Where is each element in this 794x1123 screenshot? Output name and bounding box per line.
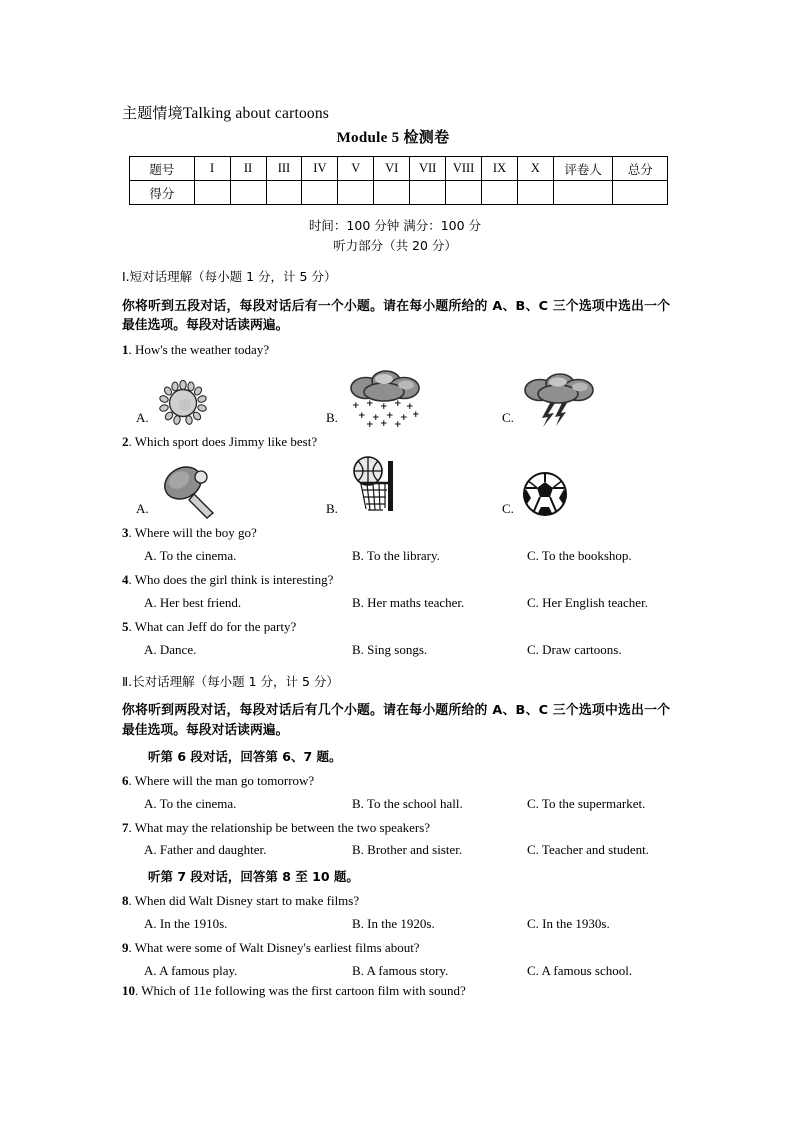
question-8-text: . When did Walt Disney start to make films?: [128, 893, 360, 908]
section-1-heading: Ⅰ.短对话理解（每小题 1 分，计 5 分）: [122, 269, 337, 285]
option-letter: C.: [502, 501, 514, 517]
section-2-heading: Ⅱ.长对话理解（每小题 1 分，计 5 分）: [122, 673, 339, 689]
score-cell-2[interactable]: [230, 181, 266, 205]
question-1-option-b[interactable]: [326, 366, 502, 428]
question-4-stem: [122, 571, 670, 590]
score-cell-3[interactable]: [266, 181, 302, 205]
question-1-number: 1: [122, 341, 129, 357]
table-row: [130, 181, 668, 205]
page-title: [122, 104, 670, 123]
basketball-hoop-icon: [344, 455, 408, 519]
svg-text:+: +: [371, 412, 380, 423]
svg-text:+: +: [411, 409, 420, 420]
option-letter: A.: [136, 409, 149, 425]
svg-text:+: +: [393, 419, 402, 428]
section-2-direction-1: 听第 6 段对话，回答第 6、7 题。: [148, 749, 342, 765]
question-10-text: . Which of 11e following was the first cartoon film with sound?: [135, 983, 466, 999]
page-subtitle-cn: 检测卷: [403, 128, 450, 147]
question-6-text: . Where will the man go tomorrow?: [128, 772, 315, 788]
score-cell-10[interactable]: [517, 181, 553, 205]
col-header-marker: 评卷人: [553, 157, 613, 181]
question-7-option-c[interactable]: C. Teacher and student.: [527, 842, 649, 858]
question-7-option-b[interactable]: B. Brother and sister.: [352, 842, 463, 858]
col-header-7: VII: [410, 157, 446, 181]
option-letter: C.: [502, 409, 514, 425]
question-10-stem: [122, 982, 670, 1001]
question-2-text: . Which sport does Jimmy like best?: [128, 433, 318, 449]
question-9-number: 9: [122, 939, 129, 955]
question-3-text: . Where will the boy go?: [128, 525, 257, 541]
score-cell-marker[interactable]: [553, 181, 613, 205]
question-9-stem: [122, 939, 670, 958]
question-9-option-b[interactable]: B. A famous story.: [352, 962, 449, 978]
section-2-prompt: 你将听到两段对话，每段对话后有几个小题。请在每小题所给的 A、B、C 三个选项中选出一个最佳选项。每段对话读两遍。: [122, 703, 670, 738]
question-1-stem: [122, 341, 670, 360]
svg-text:+: +: [385, 410, 394, 421]
question-3-options: [122, 547, 670, 566]
question-5-options: [122, 641, 670, 660]
section-1-prompt: 你将听到五段对话，每段对话后有一个小题。请在每小题所给的 A、B、C 三个选项中选出一个最佳选项。每段对话读两遍。: [122, 298, 670, 334]
question-7-stem: [122, 819, 670, 838]
question-8-options: [122, 915, 670, 934]
score-cell-1[interactable]: [194, 181, 230, 205]
question-5-text: . What can Jeff do for the party?: [128, 618, 297, 634]
question-7-option-a[interactable]: A. Father and daughter.: [144, 842, 267, 858]
col-header-3: III: [266, 157, 302, 181]
page-subtitle: [122, 126, 664, 147]
question-4-number: 4: [122, 572, 129, 588]
page-title-cn: 主题情境: [122, 104, 183, 122]
col-header-5: V: [338, 157, 374, 181]
col-header-total: 总分: [613, 157, 668, 181]
score-cell-6[interactable]: [374, 181, 410, 205]
soccer-ball-icon: [520, 469, 570, 519]
question-2-stem: [122, 433, 670, 452]
question-8-option-c[interactable]: C. In the 1930s.: [527, 915, 610, 931]
table-row: [130, 157, 668, 181]
col-header-1: I: [194, 157, 230, 181]
score-cell-9[interactable]: [482, 181, 518, 205]
question-5-stem: [122, 618, 670, 637]
question-6-option-a[interactable]: A. To the cinema.: [144, 795, 237, 811]
score-table: [129, 156, 668, 205]
snow-cloud-icon: [344, 366, 426, 428]
question-8-stem: [122, 892, 670, 911]
score-cell-5[interactable]: [338, 181, 374, 205]
svg-text:+: +: [393, 398, 402, 409]
svg-text:+: +: [379, 418, 388, 428]
question-8-option-a[interactable]: A. In the 1910s.: [144, 915, 228, 931]
question-4-option-c[interactable]: C. Her English teacher.: [527, 594, 648, 610]
question-5-option-a[interactable]: A. Dance.: [144, 641, 197, 657]
question-2-options: [122, 453, 670, 519]
question-9-option-c[interactable]: C. A famous school.: [527, 962, 633, 978]
question-9-text: . What were some of Walt Disney's earliest films about?: [128, 939, 420, 955]
question-8-option-b[interactable]: B. In the 1920s.: [352, 915, 435, 931]
question-6-options: [122, 795, 670, 814]
question-2-option-a[interactable]: [122, 463, 326, 519]
question-2-option-c[interactable]: [502, 469, 662, 519]
score-cell-total[interactable]: [613, 181, 668, 205]
exam-meta: [122, 216, 668, 255]
svg-text:+: +: [357, 410, 366, 421]
question-1-text: . How's the weather today?: [128, 341, 270, 357]
svg-text:+: +: [399, 412, 408, 423]
sun-icon: [155, 378, 211, 428]
time-and-score-line: 时间：100 分钟 满分：100 分: [308, 218, 482, 234]
col-header-4: IV: [302, 157, 338, 181]
question-7-options: [122, 841, 670, 860]
page-subtitle-en: Module 5: [336, 130, 400, 147]
question-6-number: 6: [122, 772, 129, 788]
listening-part-title: 听力部分（共 20 分）: [333, 237, 457, 253]
question-1-option-a[interactable]: [122, 378, 326, 428]
row-header-question-number: 题号: [130, 157, 195, 181]
row-header-score: 得分: [130, 181, 195, 205]
col-header-2: II: [230, 157, 266, 181]
section-2-direction-2: 听第 7 段对话，回答第 8 至 10 题。: [148, 869, 359, 885]
col-header-10: X: [517, 157, 553, 181]
question-10-number: 10: [122, 983, 135, 999]
question-2-number: 2: [122, 433, 129, 449]
question-4-option-a[interactable]: A. Her best friend.: [144, 594, 242, 610]
question-3-number: 3: [122, 525, 129, 541]
score-cell-4[interactable]: [302, 181, 338, 205]
question-3-stem: [122, 524, 670, 543]
question-3-option-b[interactable]: B. To the library.: [352, 548, 440, 564]
col-header-8: VIII: [446, 157, 482, 181]
question-4-option-b[interactable]: B. Her maths teacher.: [352, 594, 465, 610]
question-9-option-a[interactable]: A. A famous play.: [144, 962, 238, 978]
question-5-number: 5: [122, 618, 129, 634]
question-5-option-c[interactable]: C. Draw cartoons.: [527, 641, 622, 657]
lightning-cloud-icon: [520, 370, 598, 428]
question-7-text: . What may the relationship be between the two speakers?: [128, 819, 431, 835]
page-title-en: Talking about cartoons: [182, 105, 330, 122]
col-header-6: VI: [374, 157, 410, 181]
score-cell-8[interactable]: [446, 181, 482, 205]
question-1-options: [122, 362, 670, 428]
svg-text:+: +: [379, 401, 388, 412]
score-cell-7[interactable]: [410, 181, 446, 205]
question-5-option-b[interactable]: B. Sing songs.: [352, 641, 428, 657]
exam-page: [122, 0, 670, 1001]
question-2-option-b[interactable]: [326, 455, 502, 519]
svg-text:+: +: [365, 419, 374, 428]
question-8-number: 8: [122, 893, 129, 908]
question-6-option-c[interactable]: C. To the supermarket.: [527, 795, 646, 811]
question-1-option-c[interactable]: [502, 370, 662, 428]
question-4-text: . Who does the girl think is interesting?: [128, 572, 334, 588]
ping-pong-paddle-icon: [155, 463, 225, 519]
option-letter: A.: [136, 501, 149, 517]
question-7-number: 7: [122, 819, 129, 835]
svg-text:+: +: [351, 400, 360, 411]
col-header-9: IX: [482, 157, 518, 181]
question-3-option-a[interactable]: A. To the cinema.: [144, 548, 237, 564]
question-6-option-b[interactable]: B. To the school hall.: [352, 795, 463, 811]
option-letter: B.: [326, 501, 338, 517]
question-3-option-c[interactable]: C. To the bookshop.: [527, 548, 632, 564]
option-letter: B.: [326, 409, 338, 425]
question-4-options: [122, 594, 670, 613]
question-6-stem: [122, 772, 670, 791]
svg-text:+: +: [405, 401, 414, 412]
svg-text:+: +: [365, 398, 374, 409]
question-9-options: [122, 962, 670, 981]
